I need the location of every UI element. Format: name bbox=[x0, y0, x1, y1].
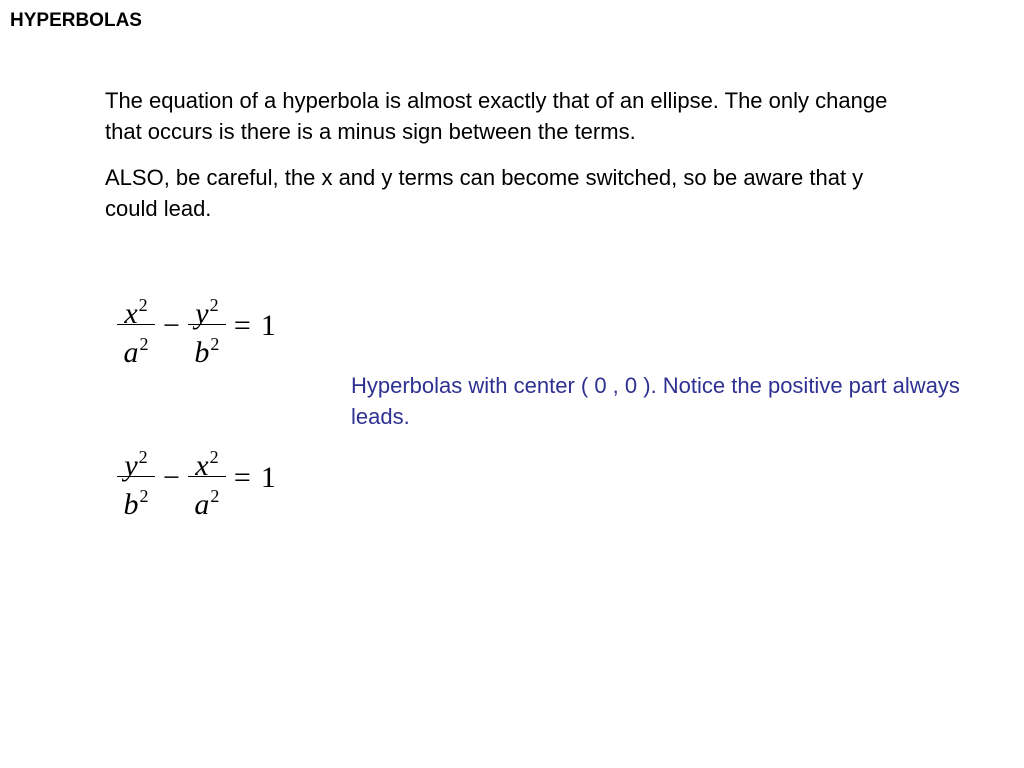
equation-horizontal-hyperbola bbox=[115, 288, 276, 369]
fraction-denominator: $b^2$ bbox=[117, 476, 155, 515]
equation-vertical-hyperbola bbox=[115, 440, 276, 521]
fraction-numerator: $x^2$ bbox=[124, 295, 148, 330]
fraction-denominator: $a^2$ bbox=[117, 324, 155, 363]
intro-paragraph: The equation of a hyperbola is almost exactly that of an ellipse. The only change that occurs is there is a minus sign between the terms. bbox=[105, 88, 888, 144]
fraction-term bbox=[115, 288, 157, 369]
minus-operator: − bbox=[163, 308, 180, 342]
fraction-numerator: $y^2$ bbox=[124, 447, 148, 482]
fraction-term bbox=[186, 440, 228, 521]
fraction-denominator: $b^2$ bbox=[188, 324, 226, 363]
slide-title: HYPERBOLAS bbox=[10, 10, 142, 31]
fraction-term bbox=[186, 288, 228, 369]
equals-sign: = bbox=[233, 460, 251, 494]
intro-text bbox=[105, 85, 895, 239]
fraction-term bbox=[115, 440, 157, 521]
center-note: Hyperbolas with center ( 0 , 0 ). Notice the positive part always leads. bbox=[351, 373, 960, 429]
fraction-numerator: $y^2$ bbox=[195, 295, 219, 330]
fraction-numerator: $x^2$ bbox=[195, 447, 219, 482]
equals-sign: = bbox=[233, 308, 251, 342]
equation-rhs: 1 bbox=[260, 460, 276, 494]
minus-operator: − bbox=[163, 460, 180, 494]
fraction-denominator: $a^2$ bbox=[188, 476, 226, 515]
intro-paragraph: ALSO, be careful, the x and y terms can become switched, so be aware that y could lead. bbox=[105, 165, 864, 221]
equation-rhs: 1 bbox=[260, 308, 276, 342]
